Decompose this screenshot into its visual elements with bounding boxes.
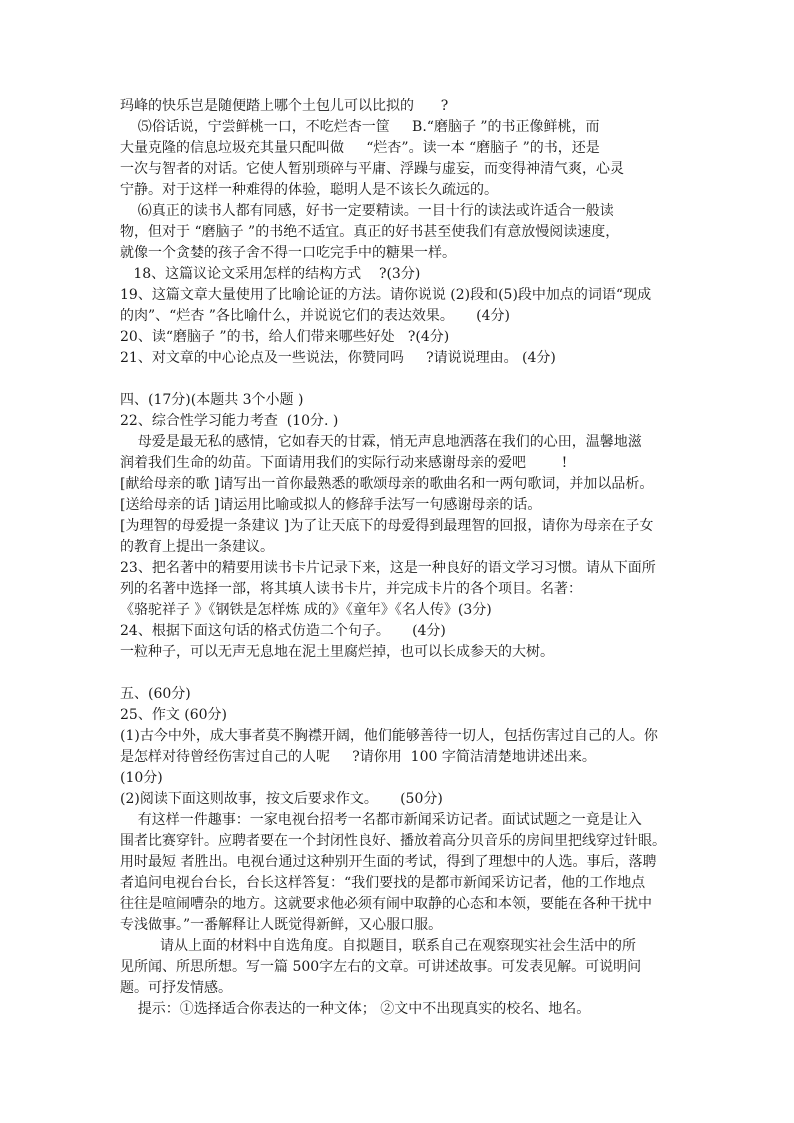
text-line: 22、综合性学习能力考查 (10分. ) xyxy=(120,413,339,429)
text-line: 是怎样对待曾经伤害过自己的人呢 ?请你用 100 字简洁清楚地讲述出来。 xyxy=(120,749,596,765)
text-line: 18、这篇议论文采用怎样的结构方式 ?(3分) xyxy=(120,266,421,282)
text-line: [献给母亲的歌 ]请写出一首你最熟悉的歌颂母亲的歌曲名和一两句歌词，并加以品析。 xyxy=(120,476,654,492)
text-line: 大量克隆的信息垃圾充其量只配叫做 “烂杏”。读一本 “磨脑子 ”的书，还是 xyxy=(120,140,600,156)
text-line: [为理智的母爱提一条建议 ]为了让天底下的母爱得到最理智的回报，请你为母亲在子女 xyxy=(120,518,654,534)
text-line: 润着我们生命的幼苗。下面请用我们的实际行动来感谢母亲的爱吧 ! xyxy=(120,455,568,471)
text-line: 19、这篇文章大量使用了比喻论证的方法。请你说说 (2)段和(5)段中加点的词语“现成 xyxy=(120,287,652,303)
blank-line xyxy=(120,663,680,684)
text-line: 者追问电视台台长，台长这样答复：“我们要找的是都市新闻采访记者，他的工作地点 xyxy=(120,875,646,891)
document-body xyxy=(120,96,680,1020)
text-line: 见所闻、所思所想。写一篇 500字左右的文章。可讲述故事。可发表见解。可说明问 xyxy=(120,959,642,975)
text-line: [送给母亲的话 ]请运用比喻或拟人的修辞手法写一句感谢母亲的话。 xyxy=(120,497,542,513)
text-line: 的肉”、“烂杏 ”各比喻什么，并说说它们的表达效果。 (4分) xyxy=(120,308,511,324)
text-line: 物，但对于 “磨脑子 ”的书绝不适宜。真正的好书甚至使我们有意放慢阅读速度， xyxy=(120,224,620,240)
text-line: 请从上面的材料中自选角度。自拟题目，联系自己在观察现实社会生活中的所 xyxy=(120,938,637,954)
text-line: 20、读“磨脑子 ”的书，给人们带来哪些好处 ?(4分) xyxy=(120,329,450,345)
text-line: 玛峰的快乐岂是随便踏上哪个土包儿可以比拟的 ? xyxy=(120,98,449,114)
text-line: 一粒种子，可以无声无息地在泥土里腐烂掉，也可以长成参天的大树。 xyxy=(120,644,554,660)
text-line: 母爱是最无私的感情，它如春天的甘霖，悄无声息地洒落在我们的心田，温馨地滋 xyxy=(120,434,642,450)
text-line: 往往是喧闹嘈杂的地方。这就要求他必须有闹中取静的心态和本领，要能在各种干扰中 xyxy=(120,896,652,912)
text-line: (2)阅读下面这则故事，按文后要求作文。 (50分) xyxy=(120,791,443,807)
text-line: ⑹真正的读书人都有同感，好书一定要精读。一目十行的读法或许适合一般读 xyxy=(120,203,614,219)
text-line: 用时最短 者胜出。电视台通过这种别开生面的考试，得到了理想中的人选。事后，落聘 xyxy=(120,854,657,870)
text-line: (1)古今中外，成大事者莫不胸襟开阔，他们能够善待一切人，包括伤害过自己的人。你 xyxy=(120,728,658,744)
text-line: 21、对文章的中心论点及一些说法，你赞同吗 ?请说说理由。 (4分) xyxy=(120,350,556,366)
text-line: ⑸俗话说，宁尝鲜桃一口，不吃烂杏一筐 B.“磨脑子 ”的书正像鲜桃，而 xyxy=(120,119,600,135)
text-line: 宁静。对于这样一种难得的体验，聪明人是不该长久疏远的。 xyxy=(120,182,498,198)
text-line: 五、(60分) xyxy=(120,686,191,702)
text-line: 专浅做事。”一番解释让人既觉得新鲜，又心服口服。 xyxy=(120,917,443,933)
text-line: 25、作文 (60分) xyxy=(120,707,228,723)
text-line: (10分) xyxy=(120,770,163,786)
text-line: 一次与智者的对话。它使人暂别琐碎与平庸、浮躁与虚妄，而变得神清气爽，心灵 xyxy=(120,161,624,177)
blank-line xyxy=(120,369,680,390)
text-line: 围者比赛穿针。应聘者要在一个封闭性良好、播放着高分贝音乐的房间里把线穿过针眼。 xyxy=(120,833,666,849)
text-line: 提示：①选择适合你表达的一种文体； ②文中不出现真实的校名、地名。 xyxy=(120,1001,591,1017)
text-line: 题。可抒发情感。 xyxy=(120,980,232,996)
text-line: 《骆驼祥子 》《钢铁是怎样炼 成的》《童年》《名人传》(3分) xyxy=(120,602,492,618)
text-line: 23、把名著中的精要用读书卡片记录下来，这是一种良好的语文学习习惯。请从下面所 xyxy=(120,560,656,576)
text-line: 有这样一件趣事：一家电视台招考一名都市新闻采访记者。面试试题之一竟是让入 xyxy=(120,812,642,828)
text-line: 就像一个贪婪的孩子舍不得一口吃完手中的糖果一样。 xyxy=(120,245,456,261)
text-line: 四、(17分)(本题共 3个小题 ) xyxy=(120,392,304,408)
text-line: 的教育上提出一条建议。 xyxy=(120,539,274,555)
text-line: 24、根据下面这句话的格式仿造二个句子。 (4分) xyxy=(120,623,446,639)
text-line: 列的名著中选择一部，将其填人读书卡片，并完成卡片的各个项目。名著： xyxy=(120,581,582,597)
